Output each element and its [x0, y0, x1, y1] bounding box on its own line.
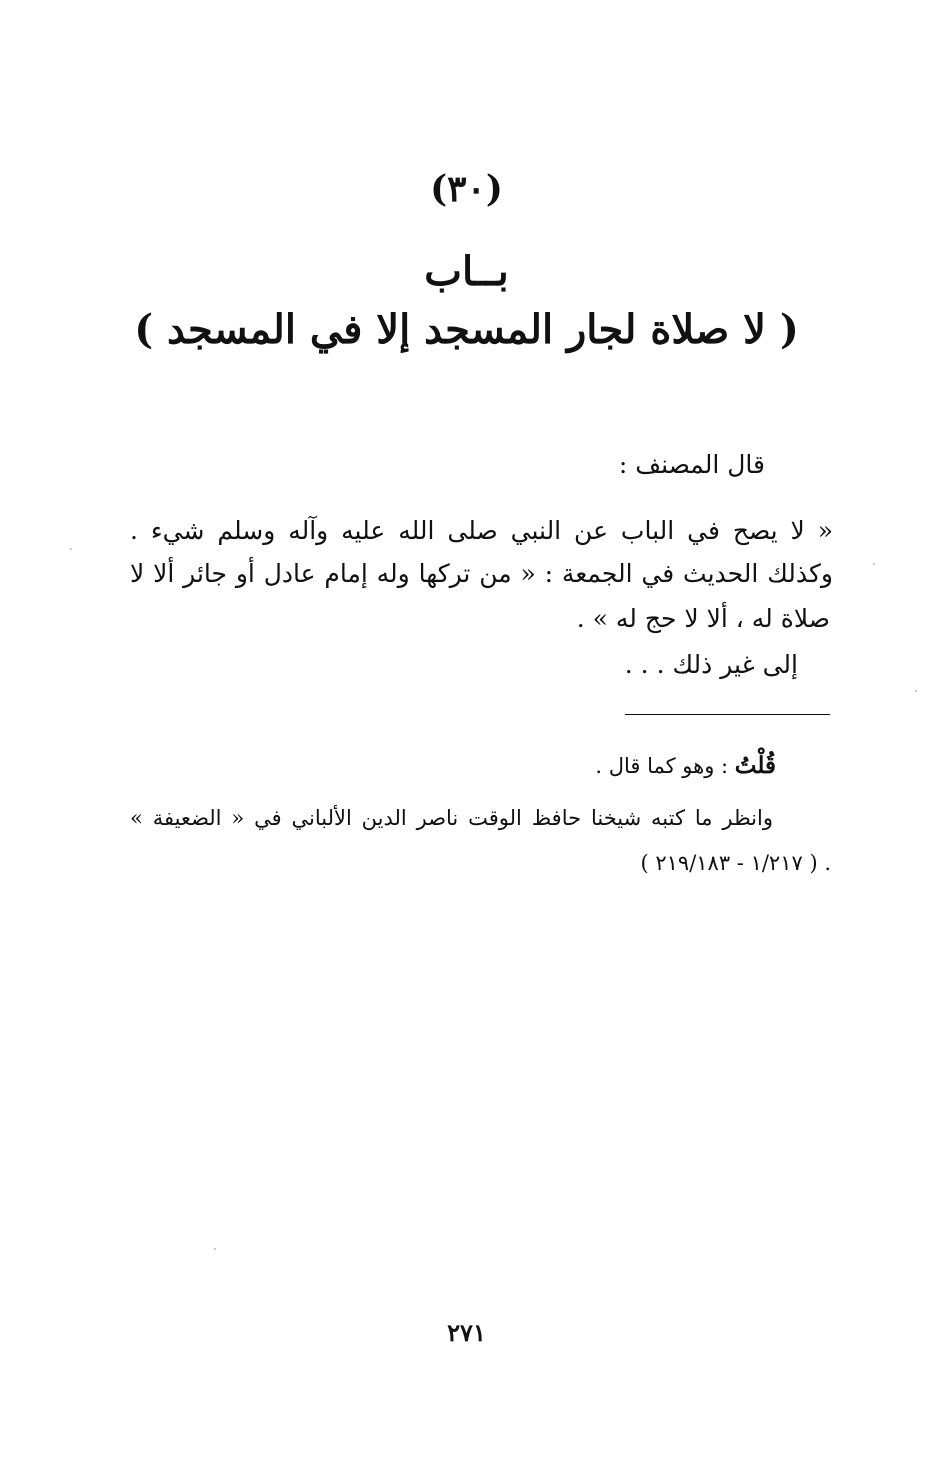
footnote-qult-label: قُلْتُ	[734, 752, 776, 779]
body-line: صلاة له ، ألا لا حج له » .	[576, 604, 830, 633]
speaker-label: قال المصنف :	[618, 450, 765, 479]
footnote-line: وانظر ما كتبه شيخنا حافظ الوقت ناصر الدين الألباني في « الضعيفة »	[130, 806, 773, 830]
footnote-line	[595, 752, 776, 779]
scan-speck	[70, 548, 72, 550]
footnote-line: ( ١/٢١٧ - ٢١٩/١٨٣ ) .	[640, 851, 831, 875]
chapter-heading: بــاب	[424, 248, 509, 295]
page-number: ٢٧١	[447, 1318, 486, 1347]
chapter-subtitle: ( لا صلاة لجار المسجد إلا في المسجد )	[134, 306, 799, 353]
body-line: وكذلك الحديث في الجمعة : « من تركها وله إمام عادل أو جائر ألا لا	[130, 559, 833, 588]
scan-speck	[873, 563, 875, 565]
scan-speck	[214, 1248, 216, 1250]
scan-speck	[915, 690, 917, 692]
footnote-divider	[625, 714, 830, 715]
body-line: « لا يصح في الباب عن النبي صلى الله عليه وآله وسلم شيء .	[130, 516, 833, 545]
chapter-number: (٣٠)	[430, 168, 503, 210]
body-line: إلى غير ذلك . . .	[624, 650, 798, 679]
footnote-text: : وهو كما قال .	[595, 754, 729, 778]
